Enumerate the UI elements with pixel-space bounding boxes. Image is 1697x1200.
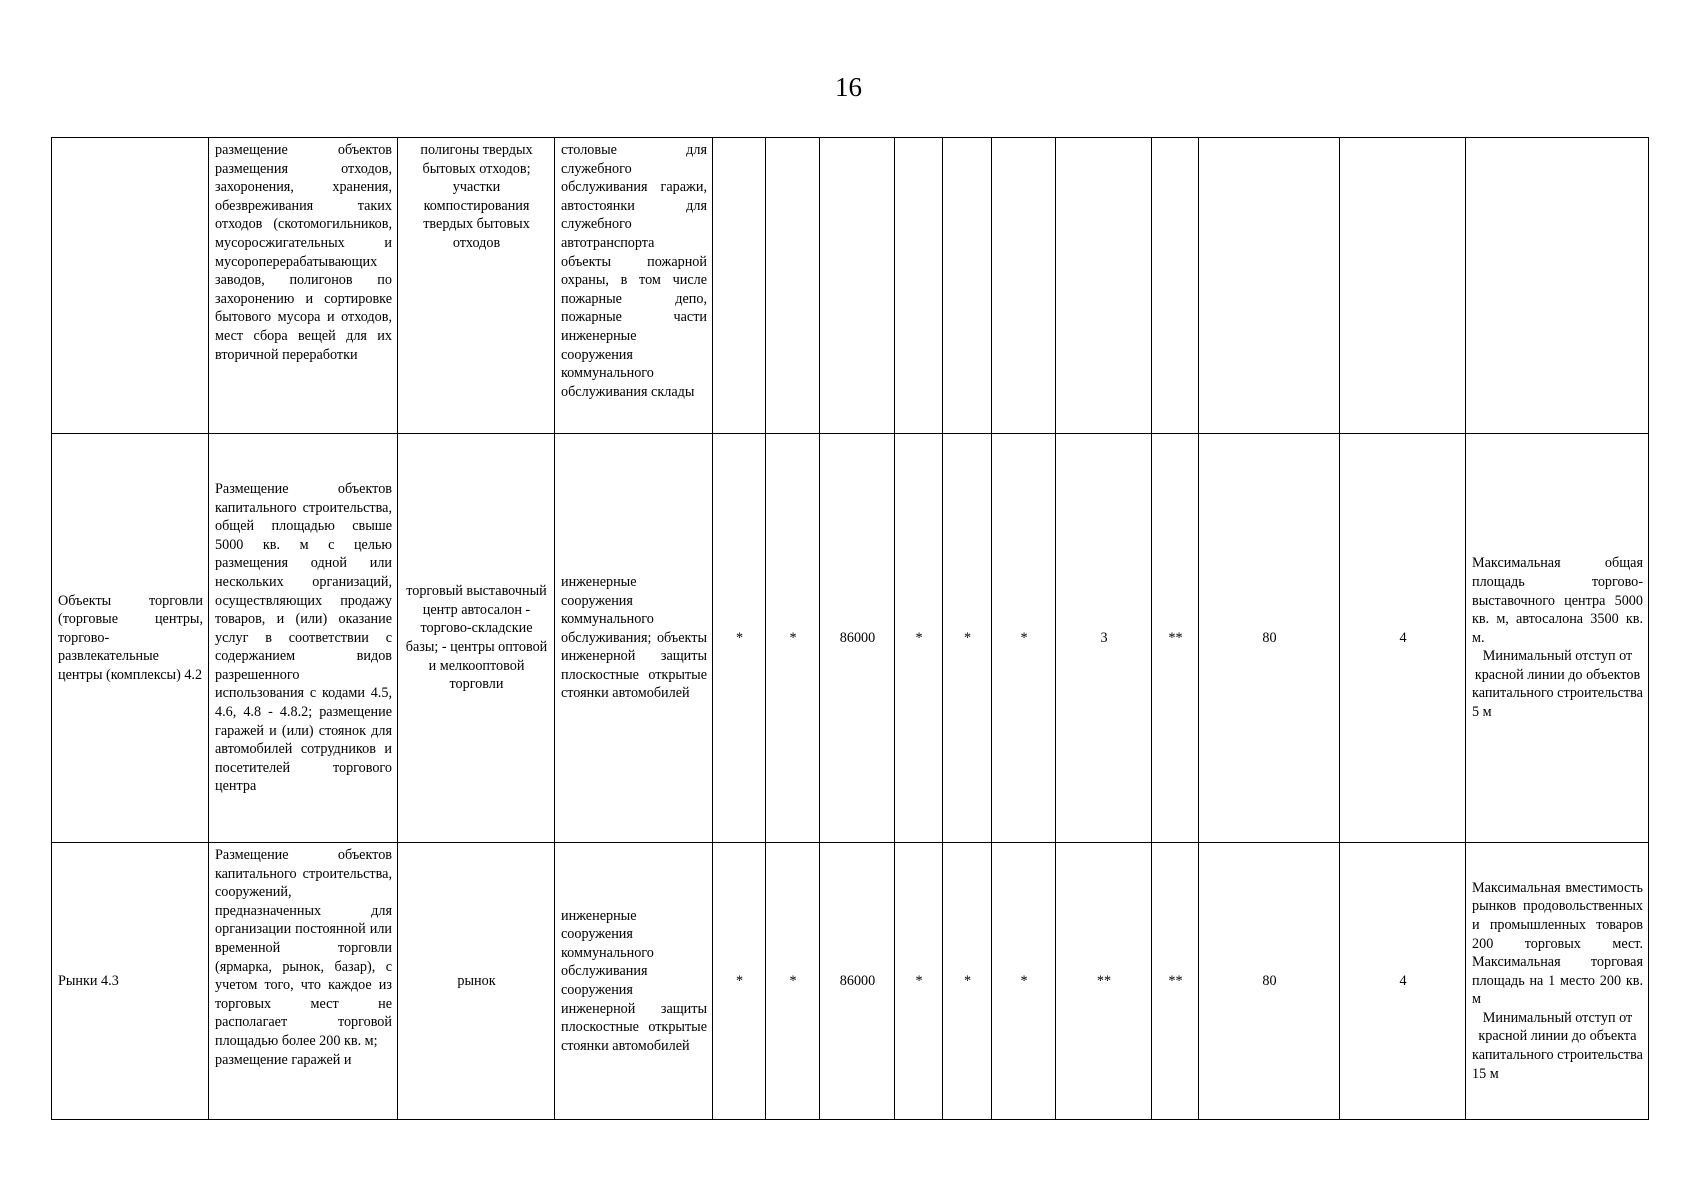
- permitted-use-name: Рынки 4.3: [52, 843, 209, 1120]
- param-cell: 3: [1056, 434, 1152, 843]
- permitted-use-examples: рынок: [398, 843, 555, 1120]
- param-cell: *: [992, 843, 1056, 1120]
- auxiliary-uses: инженерные сооружения коммунального обслуживания сооружения инженерной защиты плоскостные открытые стоянки автомобилей: [555, 843, 713, 1120]
- param-cell: *: [895, 434, 943, 843]
- param-cell: *: [943, 843, 992, 1120]
- param-cell: [1340, 138, 1466, 434]
- param-cell: 4: [1340, 434, 1466, 843]
- permitted-use-description: Размещение объектов капитального строительства, общей площадью свыше 5000 кв. м с целью размещения одной или нескольких организаций, осуществляющих продажу товаров, и (или) оказание услуг в соответствии с содержанием видов разрешенного использования с кодами 4.5, 4.6, 4.8 - 4.8.2; размещение гаражей и (или) стоянок для автомобилей сотрудников и посетителей торгового центра: [209, 434, 398, 843]
- page-number: 16: [835, 72, 862, 102]
- param-cell: *: [895, 843, 943, 1120]
- notes-cell: [1466, 843, 1649, 1120]
- table-row: [52, 434, 1649, 843]
- param-cell: [820, 138, 895, 434]
- notes-cell: [1466, 138, 1649, 434]
- permitted-use-name: [52, 138, 209, 434]
- auxiliary-uses: инженерные сооружения коммунального обслуживания; объекты инженерной защиты плоскостные открытые стоянки автомобилей: [555, 434, 713, 843]
- permitted-use-name: Объекты торговли (торговые центры, торгово-развлекательные центры (комплексы) 4.2: [52, 434, 209, 843]
- note-min-setback: Минимальный отступ от красной линии до объекта капитального строительства 15 м: [1472, 1009, 1643, 1082]
- auxiliary-uses: столовые для служебного обслуживания гаражи, автостоянки для служебного автотранспорта объекты пожарной охраны, в том числе пожарные депо, пожарные части инженерные сооружения коммунального обслуживания склады: [555, 138, 713, 434]
- notes-cell: [1466, 434, 1649, 843]
- param-cell: [992, 138, 1056, 434]
- param-cell: *: [992, 434, 1056, 843]
- param-cell: [766, 138, 820, 434]
- param-cell: [895, 138, 943, 434]
- param-cell: [713, 138, 766, 434]
- param-cell: **: [1152, 434, 1199, 843]
- table-row: [52, 843, 1649, 1120]
- param-cell: 86000: [820, 843, 895, 1120]
- param-cell: *: [943, 434, 992, 843]
- param-cell: *: [713, 843, 766, 1120]
- param-cell: [943, 138, 992, 434]
- note-market-capacity: Максимальная вместимость рынков продовольственных и промышленных товаров 200 торговых мест. Максимальная торговая площадь на 1 место 200 кв. м: [1472, 879, 1643, 1008]
- permitted-use-description: Размещение объектов капитального строительства, сооружений, предназначенных для организации постоянной или временной торговли (ярмарка, рынок, базар), с учетом того, что каждое из торговых мест не располагает торговой площадью более 200 кв. м; размещение гаражей и: [209, 843, 398, 1120]
- param-cell: **: [1056, 843, 1152, 1120]
- note-min-setback: Минимальный отступ от красной линии до объектов капитального строительства 5 м: [1472, 648, 1643, 721]
- param-cell: **: [1152, 843, 1199, 1120]
- param-cell: [1199, 138, 1340, 434]
- param-cell: *: [766, 434, 820, 843]
- param-cell: 4: [1340, 843, 1466, 1120]
- param-cell: [1152, 138, 1199, 434]
- param-cell: 80: [1199, 843, 1340, 1120]
- param-cell: [1056, 138, 1152, 434]
- param-cell: *: [713, 434, 766, 843]
- regulations-table: [51, 137, 1649, 1120]
- note-max-area: Максимальная общая площадь торгово-выставочного центра 5000 кв. м, автосалона 3500 кв. м.: [1472, 555, 1643, 646]
- permitted-use-description: размещение объектов размещения отходов, захоронения, хранения, обезвреживания таких отходов (скотомогильников, мусоросжигательных и мусороперерабатывающих заводов, полигонов по захоронению и сортировке бытового мусора и отходов, мест сбора вещей для их вторичной переработки: [209, 138, 398, 434]
- param-cell: *: [766, 843, 820, 1120]
- param-cell: 80: [1199, 434, 1340, 843]
- table-row: [52, 138, 1649, 434]
- permitted-use-examples: торговый выставочный центр автосалон - торгово-складские базы; - центры оптовой и мелкооптовой торговли: [398, 434, 555, 843]
- permitted-use-examples: полигоны твердых бытовых отходов; участки компостирования твердых бытовых отходов: [398, 138, 555, 434]
- param-cell: 86000: [820, 434, 895, 843]
